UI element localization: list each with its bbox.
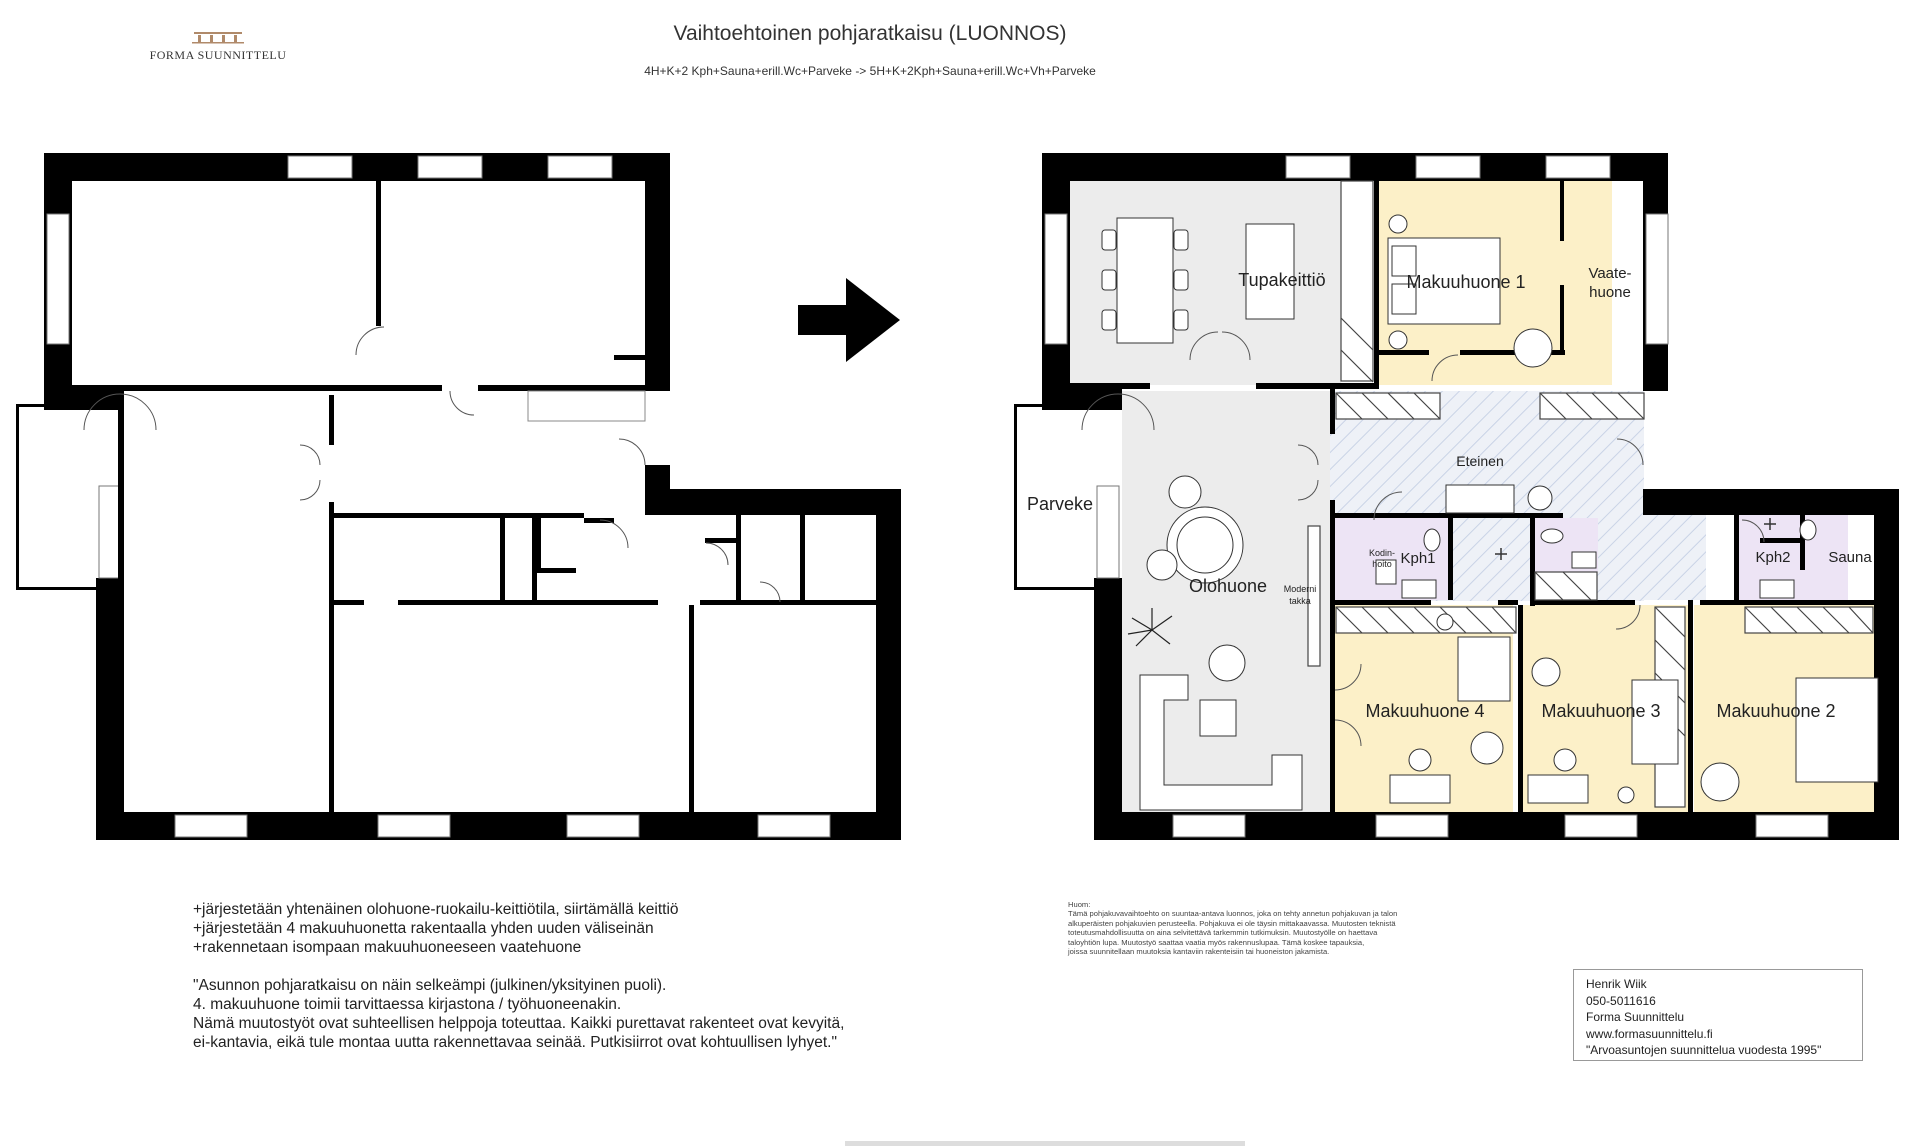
room-label-vaatehuone-1: Vaate-	[1588, 265, 1632, 282]
contact-name: Henrik Wiik	[1586, 977, 1647, 991]
contact-company: Forma Suunnittelu	[1586, 1010, 1685, 1024]
round-table-inner	[1177, 517, 1233, 573]
armchair-icon	[1514, 329, 1552, 367]
room-label-makuuhuone3: Makuuhuone 3	[1541, 701, 1661, 721]
chair-icon	[1209, 645, 1245, 681]
room-fill-vaatehuone	[1557, 181, 1612, 331]
room-label-kodinhoito-2: hoito	[1372, 559, 1392, 569]
room-label-olohuone: Olohuone	[1188, 576, 1268, 596]
toilet-icon	[1424, 529, 1440, 551]
bed-icon	[1796, 678, 1878, 782]
dining-table-icon	[1102, 218, 1188, 343]
note-line: Nämä muutostyöt ovat suhteellisen helppoja toteuttaa. Kaikki purettavat rakenteet ovat kevyitä,	[193, 1015, 845, 1032]
chair-icon	[1169, 476, 1201, 508]
sink-icon	[1402, 580, 1436, 598]
room-label-vaatehuone-2: huone	[1589, 284, 1631, 301]
room-label-sauna: Sauna	[1828, 549, 1872, 566]
nightstand-icon	[1437, 614, 1453, 630]
hall-bench-icon	[1446, 485, 1514, 513]
toilet-icon	[1800, 520, 1816, 540]
disclaimer-line: joissa suunnitellaan muutoksia kantaviin rakenteisiin tai huoneiston jakamista.	[1068, 947, 1330, 957]
armchair-icon	[1532, 658, 1560, 686]
note-line: ei-kantavia, eikä tule montaa uutta rakennettavaa seinää. Putkisiirrot ovat kohtuullisen lyhyet."	[193, 1034, 837, 1051]
room-label-parveke: Parveke	[1026, 494, 1094, 514]
nightstand-icon	[1618, 787, 1634, 803]
transition-arrow-icon	[798, 278, 900, 362]
sink-icon	[1572, 552, 1596, 568]
note-line: "Asunnon pohjaratkaisu on näin selkeämpi (julkinen/yksityinen puoli).	[193, 977, 667, 994]
room-label-makuuhuone1: Makuuhuone 1	[1406, 272, 1526, 292]
label-takka-1: Moderni	[1283, 584, 1317, 594]
note-line: 4. makuuhuone toimii tarvittaessa kirjastona / työhuoneenakin.	[193, 996, 622, 1013]
desk-icon	[1528, 775, 1588, 803]
room-label-makuuhuone4: Makuuhuone 4	[1365, 701, 1485, 721]
sink-icon	[1760, 580, 1794, 598]
chair-icon	[1147, 550, 1177, 580]
label-takka-2: takka	[1289, 596, 1311, 606]
room-label-kph1: Kph1	[1400, 550, 1436, 567]
room-label-kph2: Kph2	[1755, 549, 1791, 566]
note-line: +järjestetään yhtenäinen olohuone-ruokailu-keittiötila, siirtämällä keittiö	[193, 901, 679, 918]
room-label-kodinhoito-1: Kodin-	[1368, 548, 1396, 558]
page-subtitle: 4H+K+2 Kph+Sauna+erill.Wc+Parveke -> 5H+K+2Kph+Sauna+erill.Wc+Vh+Parveke	[644, 64, 1096, 78]
room-label-makuuhuone2: Makuuhuone 2	[1716, 701, 1836, 721]
contact-slogan: "Arvoasuntojen suunnittelua vuodesta 1995"	[1586, 1043, 1822, 1057]
room-label-eteinen: Eteinen	[1456, 453, 1504, 469]
disclaimer-body	[1068, 909, 1468, 956]
disclaimer-line: toteutusmahdollisuutta on aina selvitettävä tarkemmin tutkimuksin. Muutostyölle on haettava	[1068, 928, 1378, 938]
disclaimer-line: Tämä pohjakuvavaihtoehto on suuntaa-antava luonnos, joka on tehty annetun pohjakuvan ja talon	[1068, 909, 1398, 919]
contact-phone: 050-5011616	[1586, 993, 1656, 1008]
room-label-tupakeittio: Tupakeittiö	[1238, 270, 1326, 290]
armchair-icon	[1471, 732, 1503, 764]
note-line: +rakennetaan isompaan makuuhuoneeseen vaatehuone	[193, 939, 582, 956]
note-line	[193, 957, 844, 976]
disclaimer-heading: Huom:	[1068, 900, 1091, 909]
logo-text: FORMA SUUNNITTELU	[149, 48, 287, 62]
bottom-divider	[845, 1141, 1245, 1146]
original-floor-plan	[16, 153, 901, 840]
toilet-icon	[1541, 529, 1563, 543]
disclaimer	[1068, 900, 1468, 956]
armchair-icon	[1701, 763, 1739, 801]
contact-website[interactable]: www.formasuunnittelu.fi	[1586, 1026, 1713, 1041]
new-floor-plan	[1014, 153, 1899, 840]
desk-chair-icon	[1554, 749, 1576, 771]
desk-icon	[1390, 775, 1450, 803]
note-line: +järjestetään 4 makuuhuonetta rakentaalla yhden uuden väliseinän	[193, 920, 654, 937]
contact-box	[1573, 969, 1863, 1061]
change-notes	[193, 900, 844, 1052]
page-title: Vaihtoehtoinen pohjaratkaisu (LUONNOS)	[673, 22, 1067, 45]
disclaimer-line: alkuperäisten pohjakuvien perusteella. Pohjakuva ei ole täysin mittakaavassa. Muutosten teknistä	[1068, 918, 1396, 928]
coffee-table-icon	[1200, 700, 1236, 736]
bed-icon	[1458, 637, 1510, 701]
stool-icon	[1528, 486, 1552, 510]
disclaimer-line: taloyhtiön lupa. Muutostyö saattaa vaatia myös rakennuslupaa. Tämä koskee tapauksia,	[1068, 937, 1365, 947]
desk-chair-icon	[1409, 749, 1431, 771]
bed-icon	[1632, 680, 1678, 764]
